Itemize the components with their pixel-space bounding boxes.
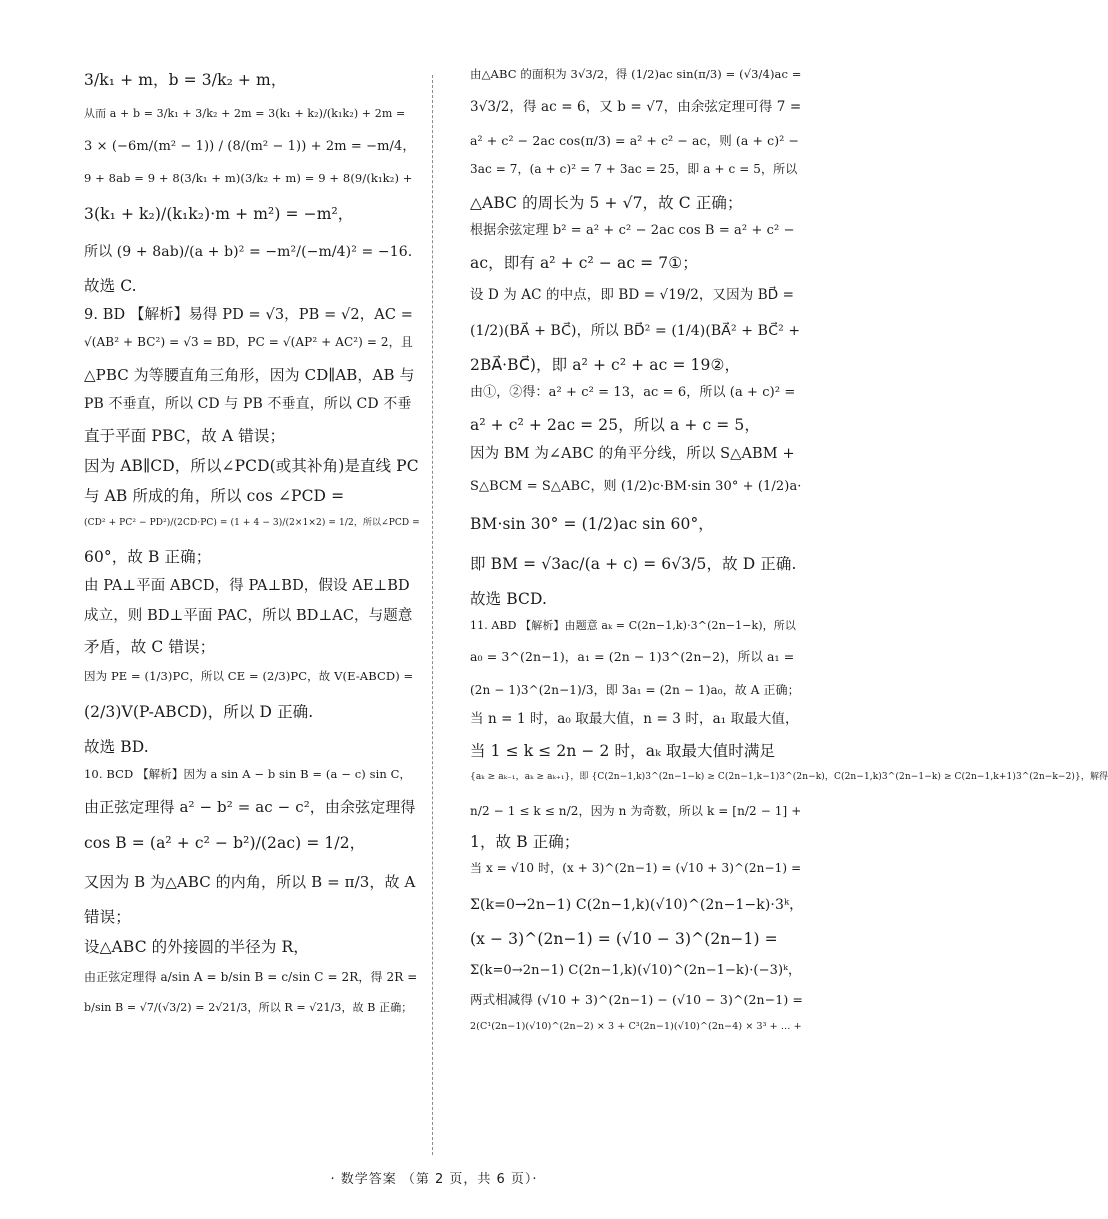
text-line: △ABC 的周长为 5 + √7，故 C 正确； xyxy=(470,193,743,212)
page-footer: · 数学答案 （第 2 页，共 6 页）· xyxy=(330,1172,538,1187)
text-line: (CD² + PC² − PD²)/(2CD·PC) = (1 + 4 − 3)/(2×1×2) = 1/2，所以∠PCD = xyxy=(84,517,420,528)
text-line: (1/2)(BA⃗ + BC⃗)，所以 BD⃗² = (1/4)(BA⃗² + BC⃗² + xyxy=(470,323,801,340)
text-line: 故选 C. xyxy=(84,276,137,295)
text-line: 由①，②得：a² + c² = 13，ac = 6，所以 (a + c)² = xyxy=(470,384,796,400)
text-line: 因为 BM 为∠ABC 的角平分线，所以 S△ABM + xyxy=(470,445,795,462)
left-column xyxy=(84,60,419,1150)
text-line: 设 D 为 AC 的中点，即 BD = √19/2，又因为 BD⃗ = xyxy=(470,287,795,304)
text-line: 与 AB 所成的角，所以 cos ∠PCD = xyxy=(84,487,345,506)
text-line: 由正弦定理得 a² − b² = ac − c²，由余弦定理得 xyxy=(84,797,416,816)
text-line: 又因为 B 为△ABC 的内角，所以 B = π/3，故 A xyxy=(84,872,416,891)
text-line: (2/3)V(P-ABCD)，所以 D 正确. xyxy=(84,703,314,722)
text-line: 矛盾，故 C 错误； xyxy=(84,637,216,656)
text-line: 3√3/2，得 ac = 6，又 b = √7，由余弦定理可得 7 = xyxy=(470,99,802,115)
text-line: (x − 3)^(2n−1) = (√10 − 3)^(2n−1) = xyxy=(470,929,778,948)
text-line: 因为 AB∥CD，所以∠PCD(或其补角)是直线 PC xyxy=(84,457,419,476)
text-line: 设△ABC 的外接圆的半径为 R， xyxy=(84,938,309,957)
text-line: 由 PA⊥平面 ABCD，得 PA⊥BD，假设 AE⊥BD xyxy=(84,577,410,594)
text-line: 错误； xyxy=(84,907,131,926)
text-line: a² + c² − 2ac cos(π/3) = a² + c² − ac，则 (a + c)² − xyxy=(470,133,800,149)
column-divider xyxy=(432,75,433,1155)
text-line: 60°，故 B 正确； xyxy=(84,547,212,566)
text-line: 2(C¹(2n−1)(√10)^(2n−2) × 3 + C³(2n−1)(√10)^(2n−4) × 3³ + … + xyxy=(470,1020,802,1032)
text-line: Σ(k=0→2n−1) C(2n−1,k)(√10)^(2n−1−k)·(−3)ᵏ， xyxy=(470,962,802,978)
text-line: △PBC 为等腰直角三角形，因为 CD∥AB，AB 与 xyxy=(84,366,415,384)
text-line: 2BA⃗·BC⃗)，即 a² + c² + ac = 19②， xyxy=(470,355,741,374)
question-10-heading: 10. BCD 【解析】因为 a sin A − b sin B = (a − c) sin C， xyxy=(84,766,412,781)
text-line: 3ac = 7，(a + c)² = 7 + 3ac = 25，即 a + c = 5，所以 xyxy=(470,161,798,176)
text-line: 直于平面 PBC，故 A 错误； xyxy=(84,427,286,445)
text-line: n/2 − 1 ≤ k ≤ n/2，因为 n 为奇数，所以 k = [n/2 − 1] + xyxy=(470,803,802,818)
text-line: S△BCM = S△ABC，则 (1/2)c·BM·sin 30° + (1/2)a· xyxy=(470,478,802,494)
text-line: 由正弦定理得 a/sin A = b/sin B = c/sin C = 2R，得 2R = xyxy=(84,970,418,985)
text-line: 根据余弦定理 b² = a² + c² − 2ac cos B = a² + c² − xyxy=(470,222,795,238)
text-line: 9 + 8ab = 9 + 8(3/k₁ + m)(3/k₂ + m) = 9 + 8(9/(k₁k₂) + xyxy=(84,171,413,186)
right-column xyxy=(470,60,1108,1150)
text-line: 当 n = 1 时，a₀ 取最大值，n = 3 时，a₁ 取最大值， xyxy=(470,710,799,727)
text-line: Σ(k=0→2n−1) C(2n−1,k)(√10)^(2n−1−k)·3ᵏ， xyxy=(470,897,804,914)
text-line: 成立，则 BD⊥平面 PAC，所以 BD⊥AC，与题意 xyxy=(84,607,413,624)
text-line: b/sin B = √7/(√3/2) = 2√21/3，所以 R = √21/3，故 B 正确； xyxy=(84,1000,413,1014)
question-9-heading: 9. BD 【解析】易得 PD = √3，PB = √2，AC = xyxy=(84,307,414,323)
text-line: 3/k₁ + m，b = 3/k₂ + m， xyxy=(84,71,287,89)
text-line: ac，即有 a² + c² − ac = 7①； xyxy=(470,253,698,272)
text-line: 由△ABC 的面积为 3√3/2，得 (1/2)ac sin(π/3) = (√3/4)ac = xyxy=(470,67,802,81)
text-line: 3 × (−6m/(m² − 1)) / (8/(m² − 1)) + 2m = −m/4， xyxy=(84,139,416,155)
text-line: a₀ = 3^(2n−1)，a₁ = (2n − 1)3^(2n−2)，所以 a₁ = xyxy=(470,648,795,664)
text-line: 故选 BCD. xyxy=(470,590,547,609)
text-line: 即 BM = √3ac/(a + c) = 6√3/5，故 D 正确. xyxy=(470,555,797,574)
text-line: 1，故 B 正确； xyxy=(470,833,580,852)
text-line: {aₖ ≥ aₖ₋₁，aₖ ≥ aₖ₊₁}，即 {C(2n−1,k)3^(2n−1−k) ≥ C(2n−1,k−1)3^(2n−k)，C(2n−1,k)3^(2n−1−k) ≥ C(2n−1,k+1)3^(2n−k−2)}，解得 xyxy=(470,771,1108,782)
text-line: cos B = (a² + c² − b²)/(2ac) = 1/2， xyxy=(84,833,366,852)
text-line: √(AB² + BC²) = √3 = BD，PC = √(AP² + AC²) = 2，且 xyxy=(84,335,413,349)
text-line: 3(k₁ + k₂)/(k₁k₂)·m + m²) = −m²， xyxy=(84,205,354,224)
text-line: 当 x = √10 时，(x + 3)^(2n−1) = (√10 + 3)^(2n−1) = xyxy=(470,861,802,876)
text-line: (2n − 1)3^(2n−1)/3，即 3a₁ = (2n − 1)a₀，故 A 正确； xyxy=(470,682,800,697)
text-line: 两式相减得 (√10 + 3)^(2n−1) − (√10 − 3)^(2n−1) = xyxy=(470,991,803,1007)
question-11-heading: 11. ABD 【解析】由题意 aₖ = C(2n−1,k)·3^(2n−1−k)，所以 xyxy=(470,618,796,632)
text-line: 当 1 ≤ k ≤ 2n − 2 时，aₖ 取最大值时满足 xyxy=(470,741,776,760)
text-line: a² + c² + 2ac = 25，所以 a + c = 5， xyxy=(470,415,760,434)
text-line: 因为 PE = (1/3)PC，所以 CE = (2/3)PC，故 V(E-ABCD) = xyxy=(84,669,414,684)
text-line: PB 不垂直，所以 CD 与 PB 不垂直，所以 CD 不垂 xyxy=(84,396,412,412)
text-line: 故选 BD. xyxy=(84,738,149,757)
text-line: 从而 a + b = 3/k₁ + 3/k₂ + 2m = 3(k₁ + k₂)/(k₁k₂) + 2m = xyxy=(84,107,406,121)
text-line: 所以 (9 + 8ab)/(a + b)² = −m²/(−m/4)² = −16. xyxy=(84,244,413,261)
text-line: BM·sin 30° = (1/2)ac sin 60°， xyxy=(470,514,714,533)
